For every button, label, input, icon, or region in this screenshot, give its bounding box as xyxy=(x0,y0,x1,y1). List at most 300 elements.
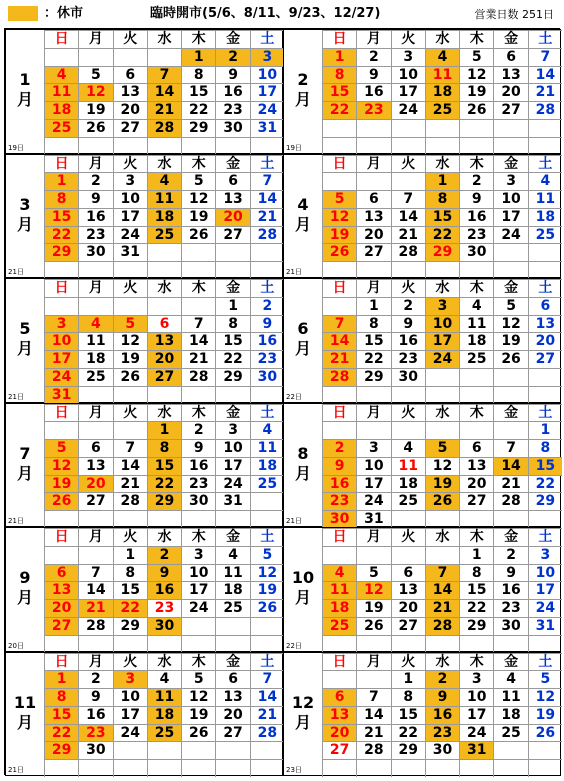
day-cell: 1 xyxy=(356,297,390,315)
day-cell: 13 xyxy=(215,688,249,706)
day-cell: 27 xyxy=(528,350,562,368)
empty-day-cell xyxy=(356,421,390,439)
day-cell: 2 xyxy=(78,172,112,190)
day-cell: 28 xyxy=(78,617,112,635)
day-cell: 14 xyxy=(528,66,562,84)
day-cell: 4 xyxy=(147,172,181,190)
day-cell: 11 xyxy=(528,190,562,208)
day-cell: 11 xyxy=(147,688,181,706)
day-cell: 6 xyxy=(493,48,527,66)
day-cell: 28 xyxy=(425,617,459,635)
day-cell: 21 xyxy=(528,83,562,101)
weekday-header: 月 xyxy=(356,528,390,546)
day-cell: 23 xyxy=(425,724,459,742)
day-cell: 20 xyxy=(493,83,527,101)
day-cell: 15 xyxy=(44,208,78,226)
business-days-count: 営業日数 251日 xyxy=(474,8,554,21)
day-cell: 24 xyxy=(493,226,527,244)
day-cell: 9 xyxy=(181,439,215,457)
month-block-9 xyxy=(5,527,283,652)
day-cell: 7 xyxy=(356,688,390,706)
day-cell: 27 xyxy=(459,492,493,510)
empty-day-cell xyxy=(459,510,493,528)
day-cell: 19 xyxy=(78,101,112,119)
empty-day-cell xyxy=(147,635,181,653)
day-cell: 2 xyxy=(250,297,284,315)
empty-day-cell xyxy=(215,759,249,777)
day-cell: 10 xyxy=(493,190,527,208)
day-cell: 7 xyxy=(250,670,284,688)
day-cell: 18 xyxy=(425,83,459,101)
empty-day-cell xyxy=(78,297,112,315)
day-cell: 6 xyxy=(215,172,249,190)
day-cell: 1 xyxy=(425,172,459,190)
day-cell: 21 xyxy=(322,350,356,368)
day-cell: 11 xyxy=(147,190,181,208)
month-label: 3 月 xyxy=(16,194,33,234)
empty-day-cell xyxy=(459,119,493,137)
day-cell: 8 xyxy=(147,439,181,457)
day-cell: 26 xyxy=(250,599,284,617)
day-cell: 8 xyxy=(322,66,356,84)
day-cell: 17 xyxy=(425,332,459,350)
day-cell: 15 xyxy=(322,83,356,101)
day-cell: 5 xyxy=(493,297,527,315)
empty-day-cell xyxy=(425,759,459,777)
weekday-header: 火 xyxy=(391,155,425,173)
day-cell: 29 xyxy=(356,368,390,386)
day-cell: 22 xyxy=(44,724,78,742)
month-block-8 xyxy=(283,403,561,528)
day-cell: 11 xyxy=(78,332,112,350)
weekday-header: 木 xyxy=(459,528,493,546)
weekday-header: 水 xyxy=(425,653,459,671)
day-cell: 3 xyxy=(181,546,215,564)
weekday-header: 木 xyxy=(459,155,493,173)
day-cell: 19 xyxy=(356,599,390,617)
empty-day-cell xyxy=(181,510,215,528)
month-business-days: 21日 xyxy=(286,517,302,525)
empty-day-cell xyxy=(78,48,112,66)
day-cell: 27 xyxy=(44,617,78,635)
day-cell: 29 xyxy=(459,617,493,635)
day-cell: 18 xyxy=(528,208,562,226)
day-cell: 7 xyxy=(147,66,181,84)
day-cell: 10 xyxy=(391,66,425,84)
day-cell: 29 xyxy=(44,243,78,261)
empty-day-cell xyxy=(250,261,284,279)
day-cell: 15 xyxy=(528,457,562,475)
day-cell: 13 xyxy=(356,208,390,226)
day-cell: 28 xyxy=(528,101,562,119)
empty-day-cell xyxy=(78,510,112,528)
day-cell: 3 xyxy=(113,670,147,688)
weekday-header: 土 xyxy=(250,279,284,297)
day-cell: 14 xyxy=(493,457,527,475)
day-cell: 2 xyxy=(181,421,215,439)
empty-day-cell xyxy=(425,368,459,386)
empty-day-cell xyxy=(250,510,284,528)
day-cell: 3 xyxy=(459,670,493,688)
month-block-6 xyxy=(283,278,561,403)
day-cell: 9 xyxy=(356,66,390,84)
weekday-header: 日 xyxy=(322,279,356,297)
weekday-header: 土 xyxy=(528,653,562,671)
day-cell: 13 xyxy=(459,457,493,475)
empty-day-cell xyxy=(113,741,147,759)
day-cell: 4 xyxy=(528,172,562,190)
empty-day-cell xyxy=(78,759,112,777)
empty-day-cell xyxy=(493,368,527,386)
day-cell: 14 xyxy=(356,706,390,724)
weekday-header: 月 xyxy=(356,404,390,422)
empty-day-cell xyxy=(250,243,284,261)
day-cell: 30 xyxy=(78,243,112,261)
empty-day-cell xyxy=(250,386,284,404)
day-cell: 27 xyxy=(391,617,425,635)
day-cell: 4 xyxy=(78,315,112,333)
day-cell: 29 xyxy=(425,243,459,261)
day-cell: 19 xyxy=(493,332,527,350)
weekday-header: 火 xyxy=(391,279,425,297)
day-cell: 10 xyxy=(113,190,147,208)
day-cell: 7 xyxy=(322,315,356,333)
day-cell: 5 xyxy=(356,564,390,582)
weekday-header: 火 xyxy=(113,404,147,422)
weekday-header: 月 xyxy=(78,155,112,173)
day-cell: 25 xyxy=(147,724,181,742)
day-cell: 1 xyxy=(181,48,215,66)
empty-day-cell xyxy=(44,635,78,653)
day-cell: 29 xyxy=(44,741,78,759)
day-cell: 30 xyxy=(78,741,112,759)
day-cell: 11 xyxy=(44,83,78,101)
empty-day-cell xyxy=(181,635,215,653)
weekday-header: 木 xyxy=(459,279,493,297)
month-business-days: 21日 xyxy=(8,268,24,276)
empty-day-cell xyxy=(391,137,425,155)
empty-day-cell xyxy=(250,137,284,155)
empty-day-cell xyxy=(322,386,356,404)
day-cell: 18 xyxy=(215,581,249,599)
day-cell: 1 xyxy=(215,297,249,315)
day-cell: 18 xyxy=(147,706,181,724)
day-cell: 5 xyxy=(250,546,284,564)
day-cell: 12 xyxy=(181,190,215,208)
empty-day-cell xyxy=(356,670,390,688)
weekday-header: 土 xyxy=(250,30,284,48)
day-cell: 31 xyxy=(528,617,562,635)
empty-day-cell xyxy=(322,119,356,137)
day-cell: 26 xyxy=(113,368,147,386)
day-cell: 5 xyxy=(113,315,147,333)
empty-day-cell xyxy=(147,741,181,759)
empty-day-cell xyxy=(147,759,181,777)
weekday-header: 金 xyxy=(493,653,527,671)
month-label: 5 月 xyxy=(16,319,33,359)
day-cell: 9 xyxy=(250,315,284,333)
day-cell: 17 xyxy=(215,457,249,475)
day-cell: 1 xyxy=(528,421,562,439)
day-cell: 26 xyxy=(459,101,493,119)
day-cell: 18 xyxy=(493,706,527,724)
empty-day-cell xyxy=(44,510,78,528)
day-cell: 11 xyxy=(459,315,493,333)
day-cell: 20 xyxy=(322,724,356,742)
day-cell: 27 xyxy=(78,492,112,510)
day-cell: 13 xyxy=(322,706,356,724)
day-cell: 25 xyxy=(322,617,356,635)
day-cell: 23 xyxy=(147,599,181,617)
day-cell: 12 xyxy=(78,83,112,101)
day-cell: 15 xyxy=(147,457,181,475)
month-block-12 xyxy=(283,652,561,777)
day-cell: 26 xyxy=(528,724,562,742)
day-cell: 31 xyxy=(250,119,284,137)
day-cell: 4 xyxy=(493,670,527,688)
empty-day-cell xyxy=(493,261,527,279)
weekday-header: 土 xyxy=(528,404,562,422)
day-cell: 4 xyxy=(44,66,78,84)
month-block-7 xyxy=(5,403,283,528)
day-cell: 28 xyxy=(147,119,181,137)
day-cell: 28 xyxy=(113,492,147,510)
month-label: 7 月 xyxy=(16,443,33,483)
month-business-days: 19日 xyxy=(8,143,24,152)
weekday-header: 金 xyxy=(493,528,527,546)
weekday-header: 水 xyxy=(425,30,459,48)
day-cell: 29 xyxy=(528,492,562,510)
day-cell: 24 xyxy=(425,350,459,368)
empty-day-cell xyxy=(459,368,493,386)
day-cell: 6 xyxy=(147,315,181,333)
day-cell: 31 xyxy=(215,492,249,510)
day-cell: 4 xyxy=(391,439,425,457)
day-cell: 25 xyxy=(78,368,112,386)
month-label: 12 月 xyxy=(291,692,315,732)
day-cell: 17 xyxy=(250,83,284,101)
empty-day-cell xyxy=(44,297,78,315)
day-cell: 5 xyxy=(44,439,78,457)
empty-day-cell xyxy=(250,492,284,510)
day-cell: 11 xyxy=(250,439,284,457)
day-cell: 4 xyxy=(250,421,284,439)
empty-day-cell xyxy=(44,137,78,155)
weekday-header: 日 xyxy=(44,30,78,48)
day-cell: 7 xyxy=(528,48,562,66)
day-cell: 4 xyxy=(322,564,356,582)
empty-day-cell xyxy=(181,297,215,315)
day-cell: 1 xyxy=(44,670,78,688)
day-cell: 25 xyxy=(459,350,493,368)
day-cell: 2 xyxy=(493,546,527,564)
weekday-header: 水 xyxy=(147,30,181,48)
day-cell: 6 xyxy=(44,564,78,582)
day-cell: 15 xyxy=(181,83,215,101)
day-cell: 7 xyxy=(113,439,147,457)
empty-day-cell xyxy=(425,261,459,279)
empty-day-cell xyxy=(322,261,356,279)
day-cell: 21 xyxy=(391,226,425,244)
day-cell: 14 xyxy=(391,208,425,226)
month-block-5 xyxy=(5,278,283,403)
day-cell: 30 xyxy=(425,741,459,759)
day-cell: 20 xyxy=(113,101,147,119)
weekday-header: 水 xyxy=(425,528,459,546)
day-cell: 11 xyxy=(322,581,356,599)
weekday-header: 金 xyxy=(215,279,249,297)
empty-day-cell xyxy=(459,421,493,439)
weekday-header: 土 xyxy=(528,30,562,48)
day-cell: 16 xyxy=(459,208,493,226)
day-cell: 18 xyxy=(459,332,493,350)
empty-day-cell xyxy=(322,546,356,564)
empty-day-cell xyxy=(322,759,356,777)
weekday-header: 金 xyxy=(215,653,249,671)
empty-day-cell xyxy=(215,137,249,155)
day-cell: 24 xyxy=(113,226,147,244)
day-cell: 16 xyxy=(147,581,181,599)
day-cell: 20 xyxy=(78,475,112,493)
empty-day-cell xyxy=(528,137,562,155)
day-cell: 25 xyxy=(528,226,562,244)
day-cell: 12 xyxy=(250,564,284,582)
empty-day-cell xyxy=(113,635,147,653)
day-cell: 1 xyxy=(322,48,356,66)
weekday-header: 日 xyxy=(322,155,356,173)
empty-day-cell xyxy=(215,741,249,759)
day-cell: 1 xyxy=(113,546,147,564)
day-cell: 28 xyxy=(250,226,284,244)
day-cell: 14 xyxy=(78,581,112,599)
weekday-header: 土 xyxy=(250,528,284,546)
day-cell: 8 xyxy=(181,66,215,84)
day-cell: 27 xyxy=(215,724,249,742)
day-cell: 14 xyxy=(181,332,215,350)
day-cell: 8 xyxy=(391,688,425,706)
day-cell: 24 xyxy=(44,368,78,386)
day-cell: 8 xyxy=(113,564,147,582)
month-block-4 xyxy=(283,154,561,279)
day-cell: 14 xyxy=(250,688,284,706)
day-cell: 16 xyxy=(78,208,112,226)
day-cell: 25 xyxy=(493,724,527,742)
day-cell: 9 xyxy=(78,190,112,208)
weekday-header: 水 xyxy=(147,279,181,297)
empty-day-cell xyxy=(147,137,181,155)
day-cell: 22 xyxy=(459,599,493,617)
day-cell: 16 xyxy=(250,332,284,350)
empty-day-cell xyxy=(528,510,562,528)
weekday-header: 日 xyxy=(44,653,78,671)
month-block-11 xyxy=(5,652,283,777)
day-cell: 24 xyxy=(528,599,562,617)
day-cell: 31 xyxy=(44,386,78,404)
weekday-header: 水 xyxy=(147,155,181,173)
closed-day-legend-swatch xyxy=(8,6,38,21)
month-business-days: 20日 xyxy=(8,641,24,650)
empty-day-cell xyxy=(181,261,215,279)
day-cell: 23 xyxy=(322,492,356,510)
weekday-header: 金 xyxy=(215,528,249,546)
day-cell: 10 xyxy=(44,332,78,350)
day-cell: 17 xyxy=(391,83,425,101)
weekday-header: 金 xyxy=(215,155,249,173)
day-cell: 28 xyxy=(356,741,390,759)
day-cell: 12 xyxy=(113,332,147,350)
month-label: 4 月 xyxy=(294,194,311,234)
empty-day-cell xyxy=(215,510,249,528)
day-cell: 4 xyxy=(147,670,181,688)
empty-day-cell xyxy=(459,137,493,155)
day-cell: 27 xyxy=(356,243,390,261)
day-cell: 22 xyxy=(528,475,562,493)
day-cell: 19 xyxy=(113,350,147,368)
day-cell: 13 xyxy=(528,315,562,333)
empty-day-cell xyxy=(44,546,78,564)
empty-day-cell xyxy=(147,261,181,279)
day-cell: 22 xyxy=(181,101,215,119)
day-cell: 2 xyxy=(425,670,459,688)
weekday-header: 水 xyxy=(147,404,181,422)
day-cell: 5 xyxy=(459,48,493,66)
weekday-header: 月 xyxy=(356,30,390,48)
empty-day-cell xyxy=(356,172,390,190)
day-cell: 30 xyxy=(215,119,249,137)
day-cell: 2 xyxy=(356,48,390,66)
day-cell: 23 xyxy=(459,226,493,244)
day-cell: 25 xyxy=(250,475,284,493)
empty-day-cell xyxy=(425,137,459,155)
day-cell: 16 xyxy=(425,706,459,724)
day-cell: 19 xyxy=(181,706,215,724)
day-cell: 30 xyxy=(250,368,284,386)
day-cell: 16 xyxy=(78,706,112,724)
day-cell: 22 xyxy=(113,599,147,617)
weekday-header: 日 xyxy=(44,155,78,173)
weekday-header: 月 xyxy=(356,653,390,671)
weekday-header: 金 xyxy=(493,404,527,422)
day-cell: 21 xyxy=(250,706,284,724)
weekday-header: 金 xyxy=(493,279,527,297)
empty-day-cell xyxy=(425,510,459,528)
day-cell: 29 xyxy=(215,368,249,386)
day-cell: 5 xyxy=(78,66,112,84)
empty-day-cell xyxy=(493,137,527,155)
empty-day-cell xyxy=(425,546,459,564)
day-cell: 20 xyxy=(391,599,425,617)
empty-day-cell xyxy=(493,421,527,439)
day-cell: 18 xyxy=(147,208,181,226)
weekday-header: 木 xyxy=(459,404,493,422)
day-cell: 9 xyxy=(459,190,493,208)
month-label: 11 月 xyxy=(13,692,37,732)
day-cell: 7 xyxy=(425,564,459,582)
day-cell: 24 xyxy=(250,101,284,119)
day-cell: 8 xyxy=(44,688,78,706)
empty-day-cell xyxy=(113,386,147,404)
day-cell: 12 xyxy=(356,581,390,599)
empty-day-cell xyxy=(493,119,527,137)
day-cell: 25 xyxy=(44,119,78,137)
day-cell: 21 xyxy=(425,599,459,617)
day-cell: 4 xyxy=(425,48,459,66)
month-label: 1 月 xyxy=(16,70,33,110)
weekday-header: 月 xyxy=(356,279,390,297)
empty-day-cell xyxy=(78,546,112,564)
day-cell: 18 xyxy=(391,475,425,493)
day-cell: 12 xyxy=(44,457,78,475)
